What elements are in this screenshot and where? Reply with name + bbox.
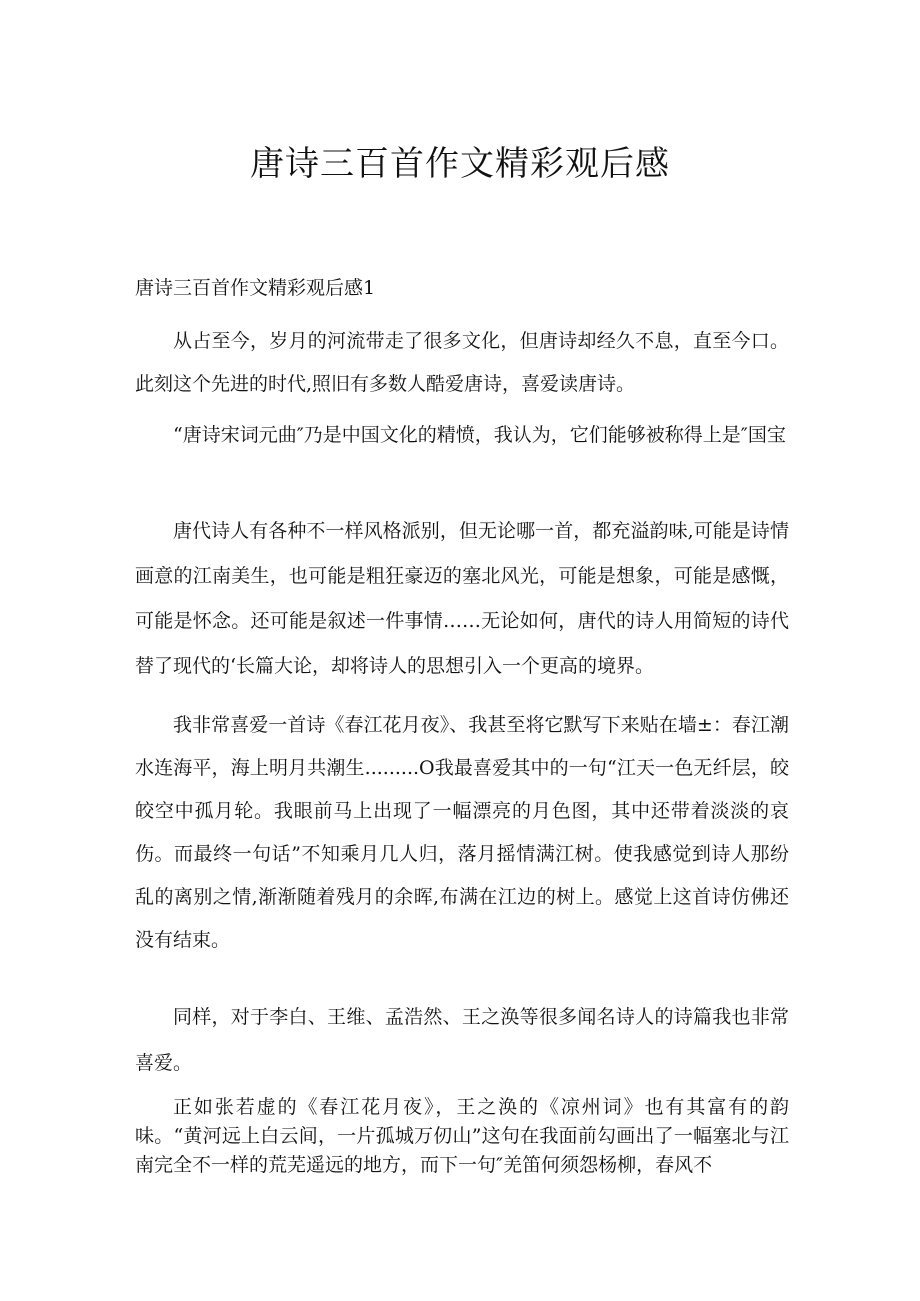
paragraph: 同样，对于李白、王维、孟浩然、王之涣等很多闻名诗人的诗篇我也非常喜爱。	[135, 1006, 789, 1074]
paragraph: 唐代诗人有各种不一样风格派别，但无论哪一首，都充溢韵味,可能是诗情画意的江南美生，也可能是粗狂豪迈的塞北风光，可能是想象，可能是感慨，可能是怀念。还可能是叙述一件事情……无论如何，唐代的诗人用简短的诗代替了现代的‘长篇大论，却将诗人的思想引入一个更高的境界。	[135, 520, 789, 677]
section-heading: 唐诗三百首作文精彩观后感1	[135, 277, 376, 299]
paragraph: 我非常喜爱一首诗《春江花月夜》、我甚至将它默写下来贴在墙±：春江潮水连海平，海上明月共潮生.........O我最喜爱其中的一句“江天一色无纤层，皎皎空中孤月轮。我眼前马上出现了一幅漂亮的月色图，其中还带着淡淡的哀伤。而最终一句话”不知乘月几人归，落月摇情满江树。使我感觉到诗人那纷乱的离别之情,渐渐随着残月的余晖,布满在江边的树上。感觉上这首诗仿佛还没有结束。	[135, 714, 789, 951]
document-title: 唐诗三百首作文精彩观后感	[250, 144, 670, 184]
paragraph: 从占至今，岁月的河流带走了很多文化，但唐诗却经久不息，直至今口。此刻这个先进的时代,照旧有多数人酷爱唐诗，喜爱读唐诗。	[135, 330, 789, 395]
paragraph: “唐诗宋词元曲″乃是中国文化的精愤，我认为，它们能够被称得上是″国宝	[173, 424, 786, 446]
paragraph: 正如张若虚的《春江花月夜》，王之涣的《凉州词》也有其富有的韵味。“黄河远上白云间，一片孤城万仞山”这句在我面前勾画出了一幅塞北与江南完全不一样的荒芜遥远的地方，而下一句″羌笛何须怨杨柳，春风不	[135, 1096, 789, 1176]
